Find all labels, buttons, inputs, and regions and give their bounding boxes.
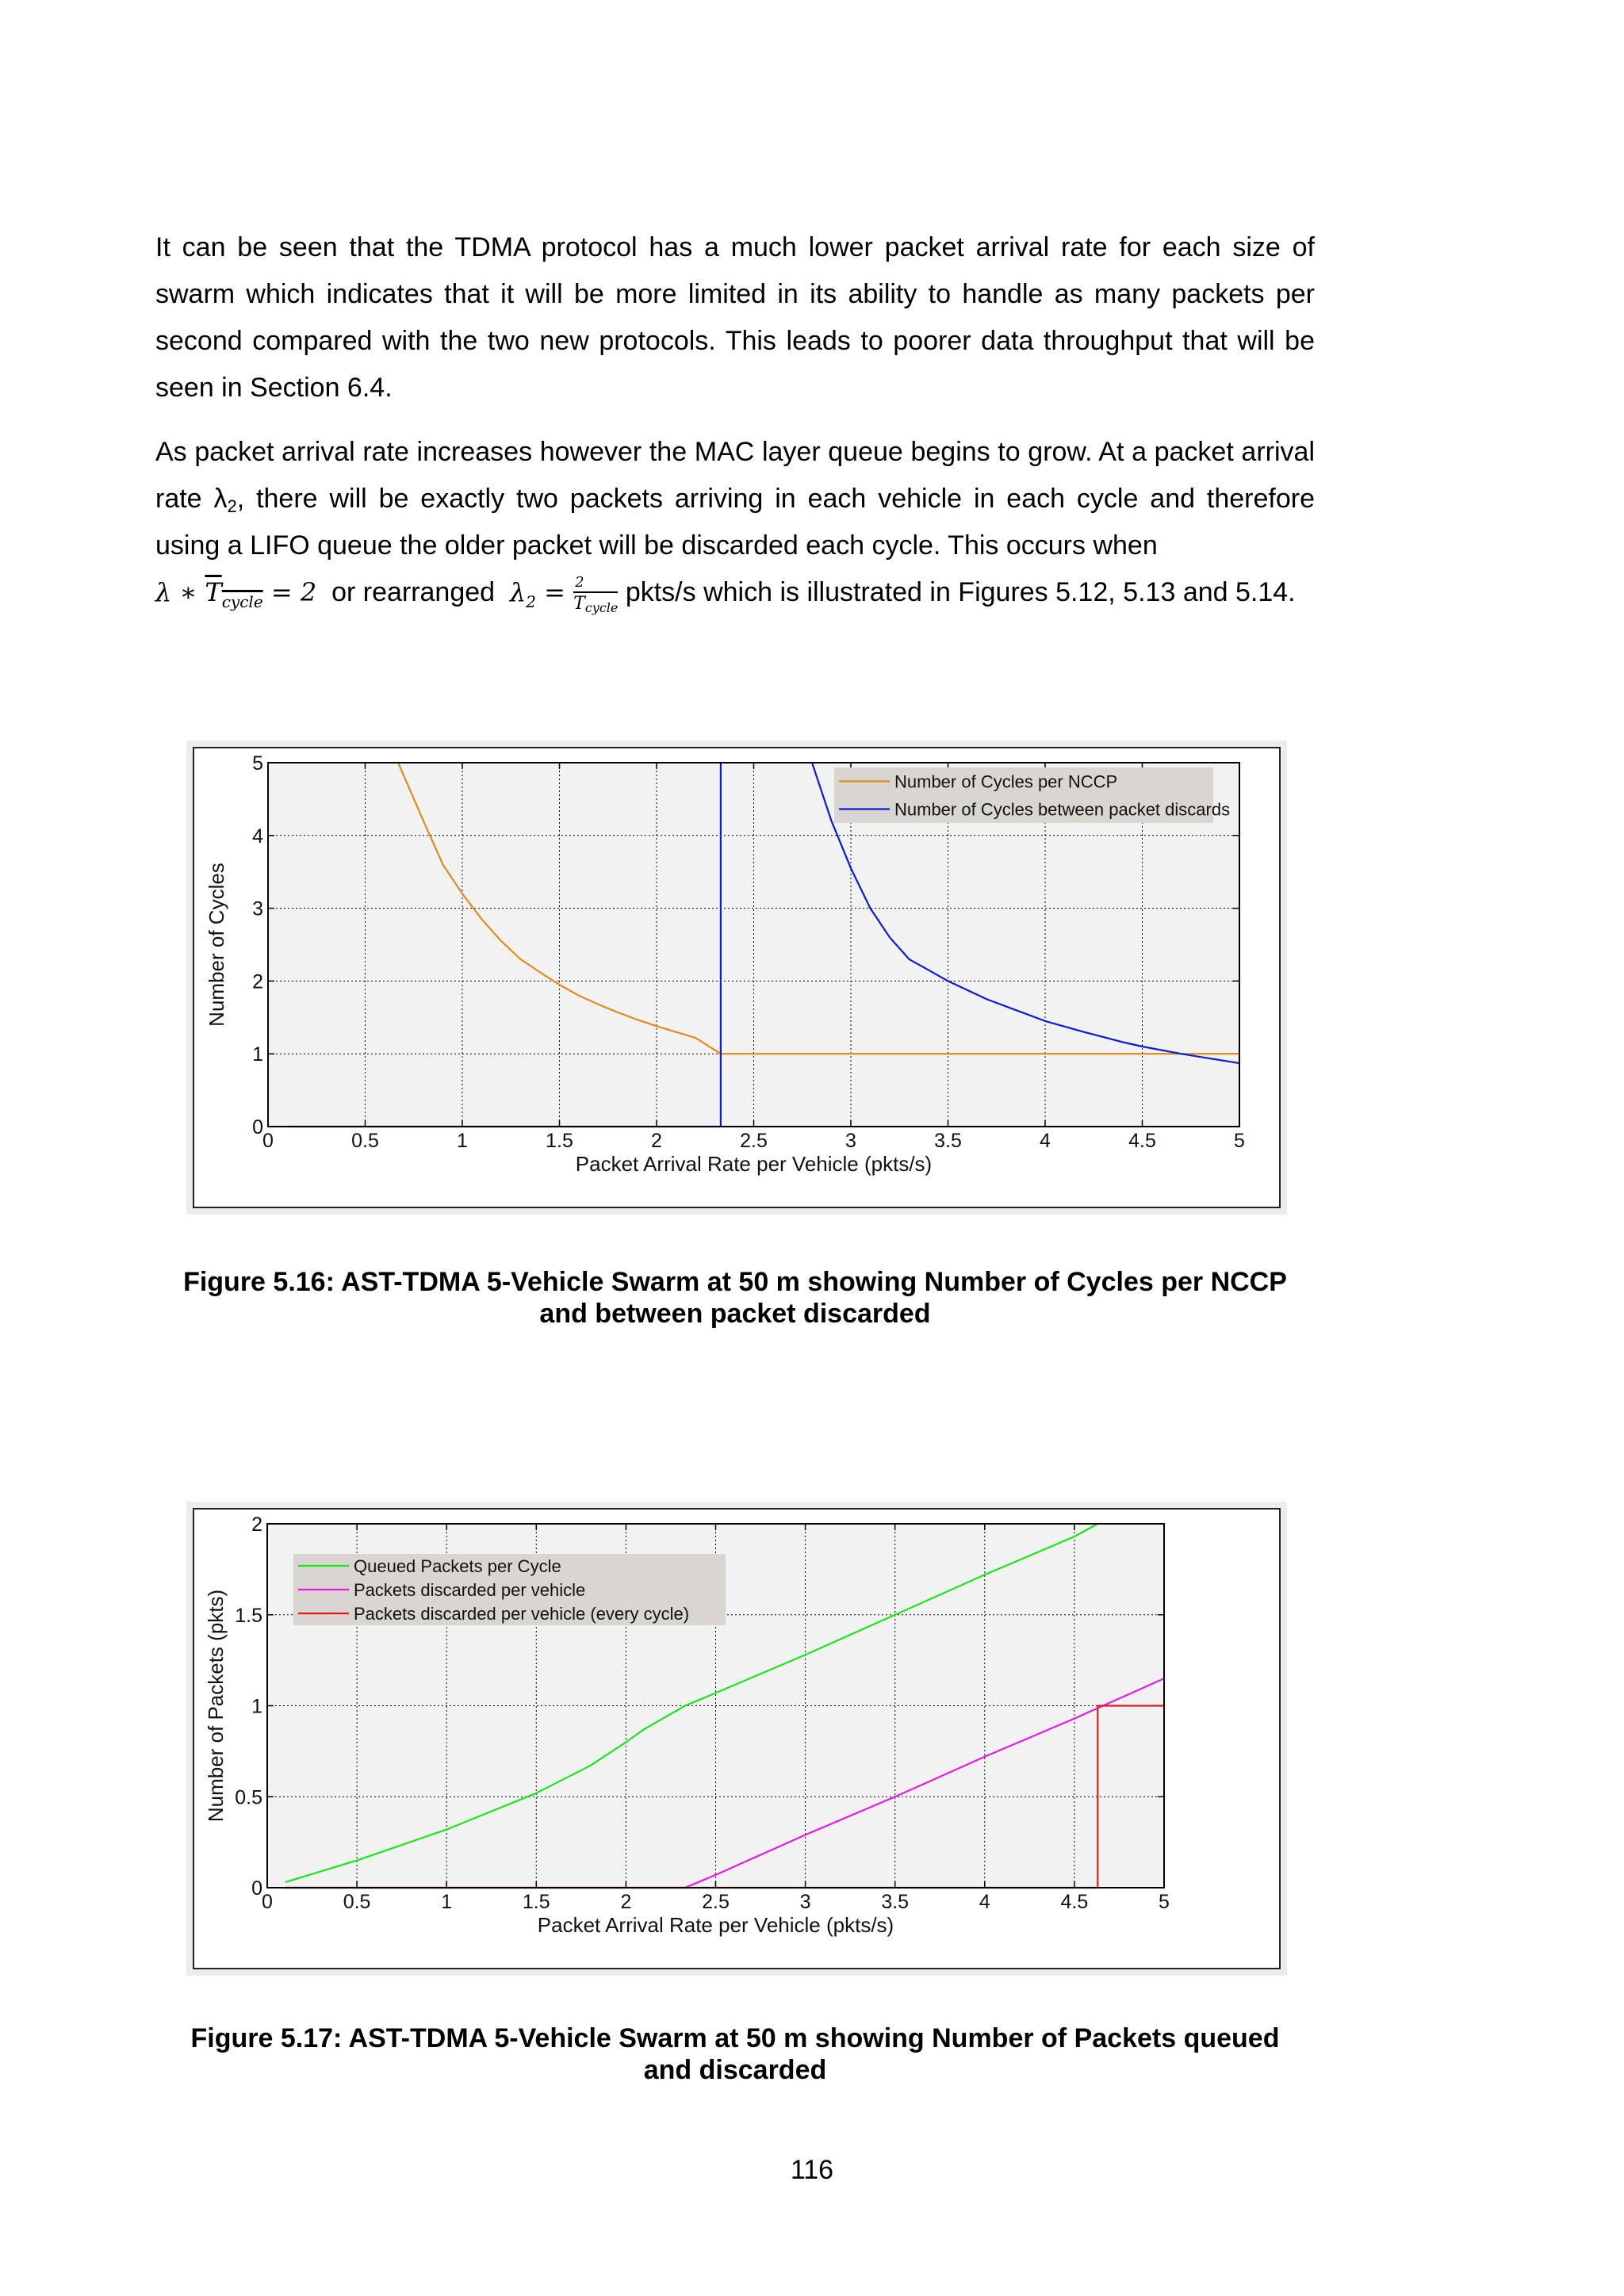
x-tick-label: 2.5 (702, 1891, 730, 1913)
y-tick-label: 5 (252, 752, 263, 775)
y-tick-label: 1.5 (235, 1604, 262, 1627)
y-axis-label: Number of Cycles (205, 863, 228, 1027)
x-tick-label: 3.5 (934, 1130, 962, 1152)
page-number: 116 (790, 2155, 834, 2185)
figure-5-17-chart (194, 1510, 1279, 1968)
x-tick-label: 1 (441, 1891, 453, 1913)
legend-label: Number of Cycles between packet discards (894, 799, 1231, 820)
x-tick-label: 0 (262, 1130, 274, 1152)
x-tick-label: 3.5 (881, 1891, 910, 1913)
x-tick-label: 2 (620, 1891, 632, 1913)
x-tick-label: 1 (457, 1130, 468, 1152)
legend-label: Number of Cycles per NCCP (894, 771, 1118, 792)
figure-5-16-frame (193, 747, 1281, 1208)
x-tick-label: 2.5 (740, 1130, 768, 1152)
x-tick-label: 5 (1159, 1891, 1170, 1913)
y-tick-label: 2 (251, 1513, 262, 1536)
x-tick-label: 4 (979, 1891, 990, 1913)
x-tick-label: 4.5 (1060, 1891, 1089, 1913)
x-tick-label: 0 (262, 1891, 273, 1913)
y-tick-label: 0 (252, 1116, 263, 1138)
y-tick-label: 1 (252, 1043, 263, 1066)
figure-5-17-caption-line-1: Figure 5.17: AST-TDMA 5-Vehicle Swarm at 50 m showing Number of Packets queued (190, 2023, 1280, 2053)
figure-5-16-caption-line-1: Figure 5.16: AST-TDMA 5-Vehicle Swarm at 50 m showing Number of Cycles per NCCP (183, 1267, 1287, 1297)
x-tick-label: 2 (651, 1130, 662, 1152)
y-tick-label: 4 (252, 825, 263, 848)
figure-5-16-chart (194, 748, 1279, 1207)
x-tick-label: 3 (845, 1130, 856, 1152)
figure-5-17-caption (155, 2022, 1315, 2086)
paragraph-2-text-b: , there will be exactly two packets arriving in each vehicle in each cycle and therefore using a LIFO queue the older packet will be discarded each cycle. This occurs when (155, 484, 1315, 561)
paragraph-2-text-a: As packet arrival rate increases however the MAC layer queue begins to grow. At a packet arrival rate λ (155, 437, 1315, 514)
figure-5-17-frame (193, 1508, 1281, 1969)
legend-label: Packets discarded per vehicle (354, 1580, 586, 1600)
x-tick-label: 4.5 (1128, 1130, 1156, 1152)
paragraph-2-mid-text: or rearranged (316, 577, 510, 607)
y-tick-label: 0 (251, 1877, 262, 1900)
y-tick-label: 2 (252, 970, 263, 993)
x-tick-label: 5 (1234, 1130, 1245, 1152)
x-axis-label: Packet Arrival Rate per Vehicle (pkts/s) (537, 1913, 894, 1937)
y-tick-label: 1 (251, 1695, 262, 1718)
paragraph-2 (155, 429, 1315, 616)
legend-label: Queued Packets per Cycle (354, 1556, 561, 1576)
x-tick-label: 4 (1040, 1130, 1051, 1152)
x-tick-label: 0.5 (351, 1130, 379, 1152)
y-tick-label: 3 (252, 897, 263, 920)
paragraph-2-end: pkts/s which is illustrated in Figures 5.12, 5.13 and 5.14. (618, 577, 1296, 607)
figure-5-16-caption (155, 1266, 1315, 1330)
x-tick-label: 1.5 (522, 1891, 550, 1913)
figure-5-17-caption-line-2: and discarded (643, 2055, 827, 2085)
fraction: $\frac{2}{T_{cycle}}$ (573, 574, 619, 615)
figure-5-16-caption-line-2: and between packet discarded (539, 1299, 931, 1329)
equation-lambda-tcycle: λ ∗ $T_{cycle} = 2$ (155, 577, 317, 611)
lambda-subscript: 2 (227, 496, 237, 516)
x-tick-label: 0.5 (343, 1891, 371, 1913)
legend-label: Packets discarded per vehicle (every cycle) (354, 1604, 690, 1624)
paragraph-1: It can be seen that the TDMA protocol has a much lower packet arrival rate for each size of swarm which indicates that it will be more limited in its ability to handle as many packets per second compared with the two new protocols. This leads to poorer data throughput that will be seen in Section 6.4. (155, 232, 1315, 403)
equation-lambda2: $\lambda_2$ = $\frac{2}{T_{cycle}}$ (509, 574, 619, 615)
x-axis-label: Packet Arrival Rate per Vehicle (pkts/s) (575, 1152, 933, 1176)
y-axis-label: Number of Packets (pkts) (204, 1589, 228, 1823)
x-tick-label: 1.5 (546, 1130, 573, 1152)
y-tick-label: 0.5 (235, 1786, 262, 1809)
x-tick-label: 3 (799, 1891, 811, 1913)
